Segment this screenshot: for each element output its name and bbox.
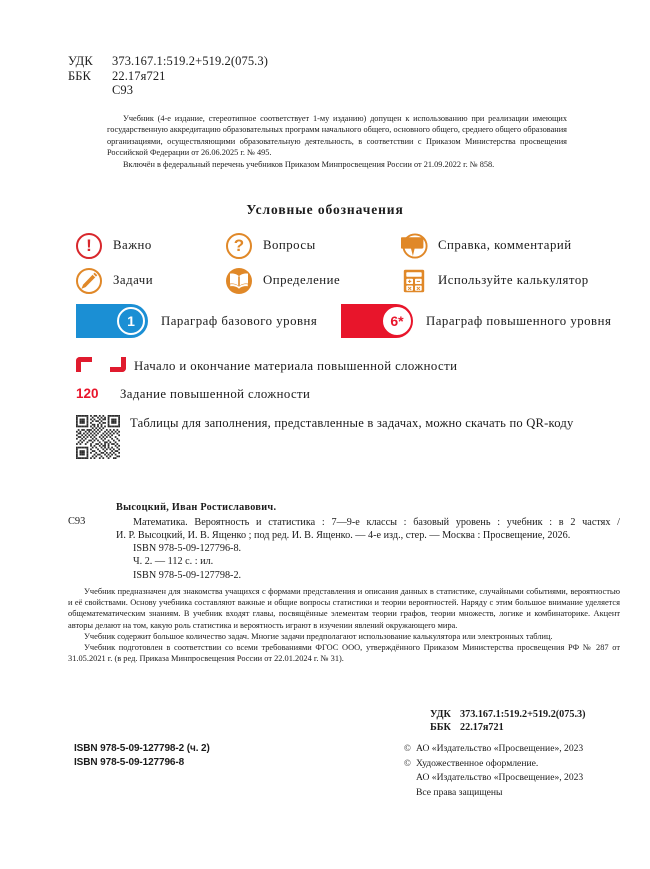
bbk-label-bottom: ББК <box>430 722 451 734</box>
legend-item-definition <box>226 268 401 294</box>
exclamation-glyph: ! <box>86 236 92 255</box>
open-book-icon <box>226 268 252 294</box>
qr-code-row <box>76 415 621 459</box>
bbk-value: 22.17я721 <box>112 68 166 83</box>
legal-paragraph-1: Учебник (4-е издание, стереотипное соответствует 1-му изданию) допущен к использованию при реализации имеющих государственную аккредитацию образовательных программ начального общего, основного общего, среднего общего образования организациями, осуществляющими образовательную деятельность, в соответствии с Приказом Министерства просвещения Российской Федерации от 26.06.2025 г. № 495. <box>107 114 567 158</box>
legend-item-tasks <box>76 268 226 294</box>
base-level-number: 1 <box>117 307 145 335</box>
question-glyph: ? <box>233 236 245 255</box>
copyright-text: Художественное оформление. <box>416 758 539 770</box>
copyright-text: АО «Издательство «Просвещение», 2023 <box>416 772 584 784</box>
bbk-row <box>68 69 268 84</box>
pencil-circle-icon <box>76 268 102 294</box>
biblio-isbn-set: ISBN 978-5-09-127796-8. <box>133 543 242 554</box>
biblio-author: Высоцкий, Иван Ростиславович. <box>116 502 277 513</box>
copyright-line <box>404 786 583 800</box>
legal-notice <box>107 113 567 170</box>
bbk-value-bottom: 22.17я721 <box>460 722 504 734</box>
advanced-level-badge <box>341 304 413 338</box>
legal-paragraph-2: Включён в федеральный перечень учебников Приказом Минпросвещения России от 21.09.2022 г. № 858. <box>123 159 495 169</box>
copyright-text: АО «Издательство «Просвещение», 2023 <box>416 743 584 754</box>
copyright-symbol: © <box>404 758 411 769</box>
base-level-label: Параграф базового уровня <box>161 313 318 328</box>
udk-row-bottom <box>430 708 586 721</box>
shelf-key-value: С93 <box>112 83 134 98</box>
copyright-line <box>404 771 583 785</box>
legend-item-reference <box>401 233 631 259</box>
legend-item-questions <box>226 233 401 259</box>
legend-item-important <box>76 233 226 259</box>
bracket-open-icon <box>76 357 92 372</box>
udk-label: УДК <box>68 54 93 68</box>
footer-copyright-block <box>404 741 583 800</box>
legend-item-task-number <box>76 386 310 402</box>
legend-item-calculator <box>401 268 631 294</box>
legend-label-tasks: Задачи <box>113 273 154 287</box>
task-number-sample: 120 <box>76 386 99 401</box>
classification-codes-bottom <box>430 708 586 735</box>
bbk-label: ББК <box>68 68 91 83</box>
brackets-label: Начало и окончание материала повышенной сложности <box>134 358 458 373</box>
legend-label-questions: Вопросы <box>263 238 316 252</box>
legend-label-important: Важно <box>113 238 152 252</box>
qr-code-icon <box>76 415 120 459</box>
base-level-badge <box>76 304 148 338</box>
exclamation-circle-icon <box>76 233 102 259</box>
qr-code-label: Таблицы для заполнения, представленные в задачах, можно скачать по QR-коду <box>130 416 574 430</box>
legend-heading: Условные обозначения <box>246 202 404 217</box>
udk-value: 373.167.1:519.2+519.2(075.3) <box>112 54 269 68</box>
biblio-part: Ч. 2. — 112 с. : ил. <box>133 556 214 568</box>
classification-codes-top <box>68 54 268 98</box>
bibliographic-record <box>68 502 620 582</box>
udk-row <box>68 54 268 69</box>
badge-row <box>76 304 636 338</box>
copyright-text: Все права защищены <box>416 786 503 798</box>
annotation-paragraph-3: Учебник подготовлен в соответствии со всеми требованиями ФГОС ООО, утверждённого Приказом Министерства просвещения РФ № 287 от 31.05.2021 г. (в ред. Приказа Минпросвещения России от 22.01.2024 г. № 31). <box>68 643 620 664</box>
advanced-level-number: 6* <box>383 307 411 335</box>
biblio-shelf-key: С93 <box>68 516 86 527</box>
footer-isbn-line: ISBN 978-5-09-127798-2 (ч. 2) <box>74 743 210 754</box>
calculator-icon <box>401 268 427 294</box>
udk-label-bottom: УДК <box>430 709 451 720</box>
speech-bubble-icon <box>401 233 427 259</box>
legend-item-brackets <box>76 355 457 377</box>
footer-isbn-line: ISBN 978-5-09-127796-8 <box>74 757 185 768</box>
advanced-level-label: Параграф повышенного уровня <box>426 313 612 328</box>
biblio-isbn-part: ISBN 978-5-09-127798-2. <box>133 569 242 581</box>
annotation <box>68 586 620 664</box>
legend-label-reference: Справка, комментарий <box>438 238 572 252</box>
legend-row-2 <box>76 263 636 298</box>
question-circle-icon <box>226 233 252 259</box>
annotation-paragraph-2: Учебник содержит большое количество задач. Многие задачи предполагают использование калькулятора или электронных таблиц. <box>84 631 553 641</box>
shelf-key-row <box>68 83 268 98</box>
task-number-label: Задание повышенной сложности <box>120 387 311 401</box>
corner-brackets-icon <box>76 355 132 377</box>
footer-isbn-block <box>74 742 210 770</box>
badge-item-advanced-level <box>341 304 611 338</box>
legend-grid <box>76 228 636 298</box>
legend-label-calculator: Используйте калькулятор <box>438 273 589 287</box>
badge-item-base-level <box>76 304 341 338</box>
biblio-description: Математика. Вероятность и статистика : 7—9-е классы : базовый уровень : учебник : в 2 частях / И. Р. Высоцкий, И. В. Ященко ; под ред. И. В. Ященко. — 4-е изд., стер. — Москва : Просвещение, 2026. <box>116 516 620 541</box>
bracket-close-icon <box>110 357 126 372</box>
copyright-symbol: © <box>404 743 411 753</box>
udk-value-bottom: 373.167.1:519.2+519.2(075.3) <box>460 709 586 720</box>
legend-label-definition: Определение <box>263 273 341 287</box>
paragraph-level-badges <box>76 304 636 338</box>
bbk-row-bottom <box>430 721 586 734</box>
biblio-body <box>116 502 620 582</box>
legend-row-1 <box>76 228 636 263</box>
copyright-line <box>404 741 583 756</box>
copyright-line <box>404 756 583 771</box>
annotation-paragraph-1: Учебник предназначен для знакомства учащихся с формами представления и описания данных в статистике, случайными событиями, вероятностью и её свойствами. Основу учебника составляют важные и общие вопросы статистики и теории вероятностей. Наряду с этим большое внимание уделяется общематематическим знаниям. В учебник входят главы, посвящённые элементам теории графов, теории множеств, логике и комбинаторике. Акцент авторы делают на том, какую роль статистика и вероятность играют в изучении явлений окружающего мира. <box>68 587 620 630</box>
